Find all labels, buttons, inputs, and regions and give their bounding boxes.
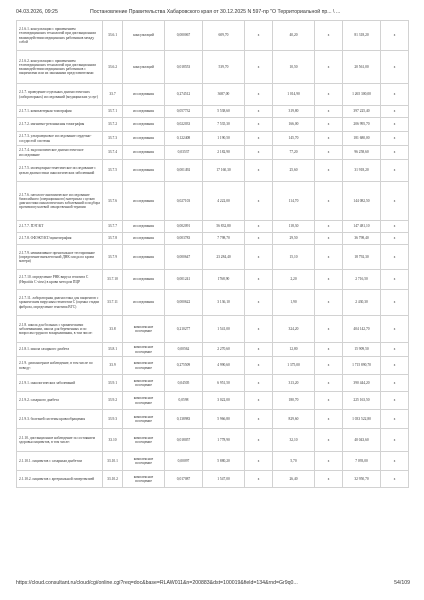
cell-name: 2.1.7.3. ультразвуковое исследование сердечно-сосудистой системы (17, 132, 103, 146)
cell-per-capita: 114,70 (273, 182, 315, 221)
cell-per-capita: 118,30 (273, 221, 315, 233)
cell-empty-mark: x (381, 471, 409, 488)
cell-empty-mark: x (315, 146, 343, 160)
cell-total: 7 093,00 (343, 452, 381, 471)
cell-empty-mark: x (245, 316, 273, 343)
cell-empty-mark: x (315, 429, 343, 452)
cell-code: 33.7.2 (103, 118, 123, 132)
cell-norm: 0,018057 (165, 429, 203, 452)
cell-total: 144 082,50 (343, 182, 381, 221)
cell-empty-mark: x (315, 410, 343, 429)
table-row (17, 343, 409, 357)
cell-empty-mark: x (381, 221, 409, 233)
cell-unit: исследования (123, 118, 165, 132)
cell-norm: 0,003783 (165, 233, 203, 245)
cell-norm: 0,122408 (165, 132, 203, 146)
cell-cost: 4 990,60 (203, 357, 245, 375)
cell-unit: комплексное посещение (123, 452, 165, 471)
table-row (17, 221, 409, 233)
table-row (17, 51, 409, 84)
cell-empty-mark: x (315, 375, 343, 392)
cell-empty-mark: x (315, 118, 343, 132)
cell-name: 2.1.7. проведение отдельных диагностических (лабораторных) исследований (медицинских услуг) (17, 84, 103, 106)
cell-empty-mark: x (315, 51, 343, 84)
cell-name: 2.1.7.4. эндоскопическое диагностическое исследование (17, 146, 103, 160)
cell-total: 36 798,40 (343, 233, 381, 245)
table-row (17, 21, 409, 51)
cell-norm: 0,000067 (165, 21, 203, 51)
cell-code: 33.9.3 (103, 410, 123, 429)
cell-empty-mark: x (381, 146, 409, 160)
cell-empty-mark: x (315, 221, 343, 233)
cell-code: 33.6.2 (103, 51, 123, 84)
cell-code: 33.7.4 (103, 146, 123, 160)
cell-empty-mark: x (245, 375, 273, 392)
cell-empty-mark: x (381, 316, 409, 343)
cell-empty-mark: x (245, 392, 273, 410)
cell-per-capita: 166,00 (273, 118, 315, 132)
cell-unit: исследования (123, 106, 165, 118)
cell-name: 2.1.7.6. патолого-анатомическое исследование биопсийного (операционного) материала с целью диагностики онкологических заболеваний и подбора противоопухолевой лекарственной терапии (17, 182, 103, 221)
cell-cost: 1768,90 (203, 270, 245, 290)
table-row (17, 452, 409, 471)
cell-total: 40 043,60 (343, 429, 381, 452)
cell-unit: исследования (123, 132, 165, 146)
cell-empty-mark: x (315, 132, 343, 146)
cell-cost: 1 541,00 (203, 316, 245, 343)
cell-total: 1 033 522,80 (343, 410, 381, 429)
table-row (17, 233, 409, 245)
cell-empty-mark: x (315, 270, 343, 290)
table-row (17, 132, 409, 146)
cell-per-capita: 145,70 (273, 132, 315, 146)
cell-code: 33.8.1 (103, 343, 123, 357)
cell-total: 2 716,50 (343, 270, 381, 290)
print-footer (0, 580, 424, 590)
cell-total: 181 680,00 (343, 132, 381, 146)
cell-norm: 0,001241 (165, 270, 203, 290)
cell-total: 81 318,20 (343, 21, 381, 51)
cell-name: 2.1.7.10. определение РНК вируса гепатита C (Hepatitis C virus) в крови методом ПЦР (17, 270, 103, 290)
cell-per-capita: 25,60 (273, 160, 315, 182)
cell-code: 33.7 (103, 84, 123, 106)
cell-unit: исследования (123, 182, 165, 221)
cell-code: 33.7.3 (103, 132, 123, 146)
cell-empty-mark: x (245, 106, 273, 118)
cell-name: 2.1.9.3. болезней системы кровообращения (17, 410, 103, 429)
cell-cost: 6 951,50 (203, 375, 245, 392)
cell-empty-mark: x (315, 84, 343, 106)
cell-cost: 3687,00 (203, 84, 245, 106)
cell-empty-mark: x (315, 471, 343, 488)
cell-code: 33.10 (103, 429, 123, 452)
table-row (17, 392, 409, 410)
cell-cost: 5 538,60 (203, 106, 245, 118)
cell-per-capita: 180,70 (273, 392, 315, 410)
cell-cost: 2 182,90 (203, 146, 245, 160)
cell-name: 2.1.7.5. молекулярно-генетическое исследование с целью диагностики онкологических заболеваний (17, 160, 103, 182)
cell-unit: исследования (123, 270, 165, 290)
cell-empty-mark: x (315, 392, 343, 410)
cell-norm: 0,018553 (165, 51, 203, 84)
cell-empty-mark: x (381, 118, 409, 132)
cell-empty-mark: x (245, 410, 273, 429)
cell-name: 2.1.10. дистанционное наблюдение за состоянием здоровья пациентов, в том числе: (17, 429, 103, 452)
cell-name: 2.1.7.9. неинвазивное пренатальное тестирование (определение внеклеточной ДНК плода по крови матери) (17, 245, 103, 270)
cell-empty-mark: x (381, 132, 409, 146)
cell-total: 390 444,20 (343, 375, 381, 392)
cell-unit: комплексное посещение (123, 429, 165, 452)
cell-per-capita: 829,60 (273, 410, 315, 429)
cell-name: 2.1.6.2. консультации с применением телемедицинских технологий при дистанционном взаимодействии медицинских работников с пациентами или их законными представителями (17, 51, 103, 84)
cell-empty-mark: x (245, 245, 273, 270)
cell-total: 1 715 890,70 (343, 357, 381, 375)
cell-unit: комплексное посещение (123, 392, 165, 410)
cell-code: 33.9.1 (103, 375, 123, 392)
cell-per-capita: 1 375,00 (273, 357, 315, 375)
cell-empty-mark: x (315, 316, 343, 343)
cell-cost: 609,70 (203, 21, 245, 51)
cell-code: 33.7.10 (103, 270, 123, 290)
cell-name: 2.1.10.2. пациентов с артериальной гипертензией (17, 471, 103, 488)
cell-per-capita: 15,10 (273, 245, 315, 270)
cell-unit: комплексное посещение (123, 375, 165, 392)
cell-empty-mark: x (245, 51, 273, 84)
cell-norm: 0,138983 (165, 410, 203, 429)
cell-name: 2.1.6.1. консультации с применением телемедицинских технологий при дистанционном взаимодействии медицинских работников между собой (17, 21, 103, 51)
cell-total: 18 792,30 (343, 245, 381, 270)
cell-unit: консультаций (123, 51, 165, 84)
table-row (17, 245, 409, 270)
cell-norm: 0,057732 (165, 106, 203, 118)
cell-per-capita: 40,20 (273, 21, 315, 51)
table-row (17, 471, 409, 488)
cell-empty-mark: x (245, 233, 273, 245)
cell-unit: консультаций (123, 21, 165, 51)
cell-cost: 17 160,30 (203, 160, 245, 182)
page-number: 54/109 (394, 580, 410, 586)
cell-unit: исследования (123, 160, 165, 182)
cell-empty-mark: x (381, 160, 409, 182)
cell-code: 33.10.2 (103, 471, 123, 488)
cell-unit: исследования (123, 290, 165, 316)
cell-cost: 56 832,80 (203, 221, 245, 233)
cell-unit: комплексное посещение (123, 471, 165, 488)
cell-unit: исследования (123, 84, 165, 106)
cell-norm: 0,04505 (165, 375, 203, 392)
cell-cost: 539,70 (203, 51, 245, 84)
cell-cost: 3 022,00 (203, 392, 245, 410)
cell-empty-mark: x (381, 84, 409, 106)
table-row (17, 410, 409, 429)
cell-cost: 5 880,20 (203, 452, 245, 471)
cell-code: 33.7.11 (103, 290, 123, 316)
cell-empty-mark: x (245, 84, 273, 106)
cell-per-capita: 1,90 (273, 290, 315, 316)
cell-empty-mark: x (245, 160, 273, 182)
cell-cost: 5 966,80 (203, 410, 245, 429)
cell-code: 33.8 (103, 316, 123, 343)
cell-empty-mark: x (245, 471, 273, 488)
document-title: Постановление Правительства Хабаровского края от 30.12.2025 N 597-пр "О Территориальной пр... \ ... (90, 9, 341, 15)
cell-empty-mark: x (245, 429, 273, 452)
cell-cost: 1 190,50 (203, 132, 245, 146)
cell-unit: исследования (123, 221, 165, 233)
cell-empty-mark: x (381, 106, 409, 118)
cell-empty-mark: x (381, 21, 409, 51)
cell-code: 33.9 (103, 357, 123, 375)
cell-name: 2.1.7.11. лабораторная диагностика для пациентов с хроническим вирусным гепатитом C (оценка стадии фиброза, определение генотипа ВГС) (17, 290, 103, 316)
cell-per-capita: 32,10 (273, 429, 315, 452)
cell-code: 33.7.8 (103, 233, 123, 245)
cell-empty-mark: x (381, 51, 409, 84)
tariff-table (16, 20, 409, 488)
cell-empty-mark: x (315, 106, 343, 118)
cell-empty-mark: x (315, 182, 343, 221)
cell-total: 20 561,00 (343, 51, 381, 84)
table-row (17, 182, 409, 221)
cell-norm: 0,210277 (165, 316, 203, 343)
cell-empty-mark: x (245, 132, 273, 146)
cell-total: 96 258,60 (343, 146, 381, 160)
cell-total: 2 430,30 (343, 290, 381, 316)
cell-cost: 3 136,10 (203, 290, 245, 316)
cell-cost: 2 270,60 (203, 343, 245, 357)
cell-name: 2.1.10.1. пациентов с сахарным диабетом (17, 452, 103, 471)
print-datetime: 04.03.2026, 09:25 (16, 9, 58, 15)
cell-empty-mark: x (245, 290, 273, 316)
cell-norm: 0,002091 (165, 221, 203, 233)
cell-cost: 7 798,70 (203, 233, 245, 245)
cell-per-capita: 29,50 (273, 233, 315, 245)
cell-per-capita: 26,40 (273, 471, 315, 488)
cell-unit: исследования (123, 146, 165, 160)
cell-code: 33.9.2 (103, 392, 123, 410)
cell-empty-mark: x (245, 221, 273, 233)
cell-norm: 0,017087 (165, 471, 203, 488)
cell-empty-mark: x (245, 182, 273, 221)
cell-per-capita: 313,20 (273, 375, 315, 392)
cell-cost: 7 535,30 (203, 118, 245, 132)
cell-empty-mark: x (381, 233, 409, 245)
cell-name: 2.1.7.7. ПЭТ/КТ (17, 221, 103, 233)
cell-cost: 1 547,00 (203, 471, 245, 488)
cell-per-capita: 77,20 (273, 146, 315, 160)
cell-empty-mark: x (315, 233, 343, 245)
cell-total: 397 225,40 (343, 106, 381, 118)
cell-norm: 0,001492 (165, 160, 203, 182)
cell-unit: комплексное посещение (123, 357, 165, 375)
cell-empty-mark: x (381, 429, 409, 452)
cell-empty-mark: x (245, 452, 273, 471)
table-row (17, 290, 409, 316)
cell-cost: 1 778,90 (203, 429, 245, 452)
cell-empty-mark: x (315, 357, 343, 375)
cell-empty-mark: x (381, 343, 409, 357)
cell-code: 33.7.1 (103, 106, 123, 118)
cell-total: 32 950,70 (343, 471, 381, 488)
cell-norm: 0,000647 (165, 245, 203, 270)
table-row (17, 118, 409, 132)
cell-code: 33.7.7 (103, 221, 123, 233)
cell-cost: 4 222,00 (203, 182, 245, 221)
cell-norm: 0,274512 (165, 84, 203, 106)
cell-norm: 0,03537 (165, 146, 203, 160)
cell-total: 225 163,50 (343, 392, 381, 410)
table-body (17, 21, 409, 488)
cell-per-capita: 10,50 (273, 51, 315, 84)
cell-empty-mark: x (315, 452, 343, 471)
cell-empty-mark: x (245, 270, 273, 290)
cell-unit: комплексное посещение (123, 343, 165, 357)
cell-empty-mark: x (315, 343, 343, 357)
cell-name: 2.1.9.2. сахарного диабета (17, 392, 103, 410)
cell-empty-mark: x (245, 21, 273, 51)
cell-empty-mark: x (315, 290, 343, 316)
cell-empty-mark: x (381, 410, 409, 429)
cell-empty-mark: x (381, 392, 409, 410)
cell-code: 33.7.5 (103, 160, 123, 182)
cell-empty-mark: x (315, 245, 343, 270)
cell-code: 33.7.9 (103, 245, 123, 270)
cell-name: 2.1.8. школа для больных с хроническими заболеваниями, школа для беременных и по вопросам грудного вскармливания, в том числе: (17, 316, 103, 343)
cell-total: 15 909,50 (343, 343, 381, 357)
table-row (17, 160, 409, 182)
table-row (17, 429, 409, 452)
cell-empty-mark: x (245, 343, 273, 357)
cell-empty-mark: x (245, 146, 273, 160)
cell-name: 2.1.9. диспансерное наблюдение, в том числе по поводу: (17, 357, 103, 375)
table-row (17, 146, 409, 160)
cell-norm: 0,275509 (165, 357, 203, 375)
table-row (17, 316, 409, 343)
cell-norm: 0,0598 (165, 392, 203, 410)
cell-norm: 0,00097 (165, 452, 203, 471)
cell-empty-mark: x (381, 357, 409, 375)
cell-code: 33.7.6 (103, 182, 123, 221)
cell-empty-mark: x (381, 290, 409, 316)
cell-per-capita: 12,80 (273, 343, 315, 357)
cell-per-capita: 1 014,90 (273, 84, 315, 106)
cell-total: 404 142,70 (343, 316, 381, 343)
cell-norm: 0,00562 (165, 343, 203, 357)
cell-empty-mark: x (381, 375, 409, 392)
cell-empty-mark: x (381, 452, 409, 471)
cell-per-capita: 5,70 (273, 452, 315, 471)
cell-name: 2.1.7.1. компьютерная томография (17, 106, 103, 118)
cell-name: 2.1.9.1. онкологических заболеваний (17, 375, 103, 392)
cell-total: 206 995,70 (343, 118, 381, 132)
cell-norm: 0,022033 (165, 118, 203, 132)
cell-per-capita: 2,20 (273, 270, 315, 290)
cell-unit: комплексное посещение (123, 316, 165, 343)
cell-code: 33.10.1 (103, 452, 123, 471)
cell-norm: 0,000622 (165, 290, 203, 316)
cell-unit: комплексное посещение (123, 410, 165, 429)
cell-name: 2.1.8.1. школа сахарного диабета (17, 343, 103, 357)
cell-empty-mark: x (381, 245, 409, 270)
cell-name: 2.1.7.2. магнитно-резонансная томография (17, 118, 103, 132)
cell-per-capita: 319,80 (273, 106, 315, 118)
cell-per-capita: 324,20 (273, 316, 315, 343)
table-row (17, 106, 409, 118)
cell-cost: 23 284,40 (203, 245, 245, 270)
cell-empty-mark: x (245, 357, 273, 375)
cell-unit: исследования (123, 233, 165, 245)
cell-empty-mark: x (315, 21, 343, 51)
table-row (17, 375, 409, 392)
cell-total: 1 265 300,00 (343, 84, 381, 106)
cell-name: 2.1.7.8. ОФЭКТ/КТ/сцинтиграфия (17, 233, 103, 245)
cell-norm: 0,027103 (165, 182, 203, 221)
cell-code: 33.6.1 (103, 21, 123, 51)
print-header (0, 9, 424, 19)
cell-empty-mark: x (381, 182, 409, 221)
table-row (17, 357, 409, 375)
cell-unit: исследования (123, 245, 165, 270)
cell-empty-mark: x (315, 160, 343, 182)
table-row (17, 84, 409, 106)
cell-total: 147 481,10 (343, 221, 381, 233)
cell-total: 31 918,20 (343, 160, 381, 182)
document-url: https://cloud.consultant.ru/cloud/cgi/online.cgi?req=doc&base=RLAW011&n=200883&dst=100019&field=134&rnd=Gr9q0... (16, 580, 298, 586)
cell-empty-mark: x (245, 118, 273, 132)
table-row (17, 270, 409, 290)
cell-empty-mark: x (381, 270, 409, 290)
